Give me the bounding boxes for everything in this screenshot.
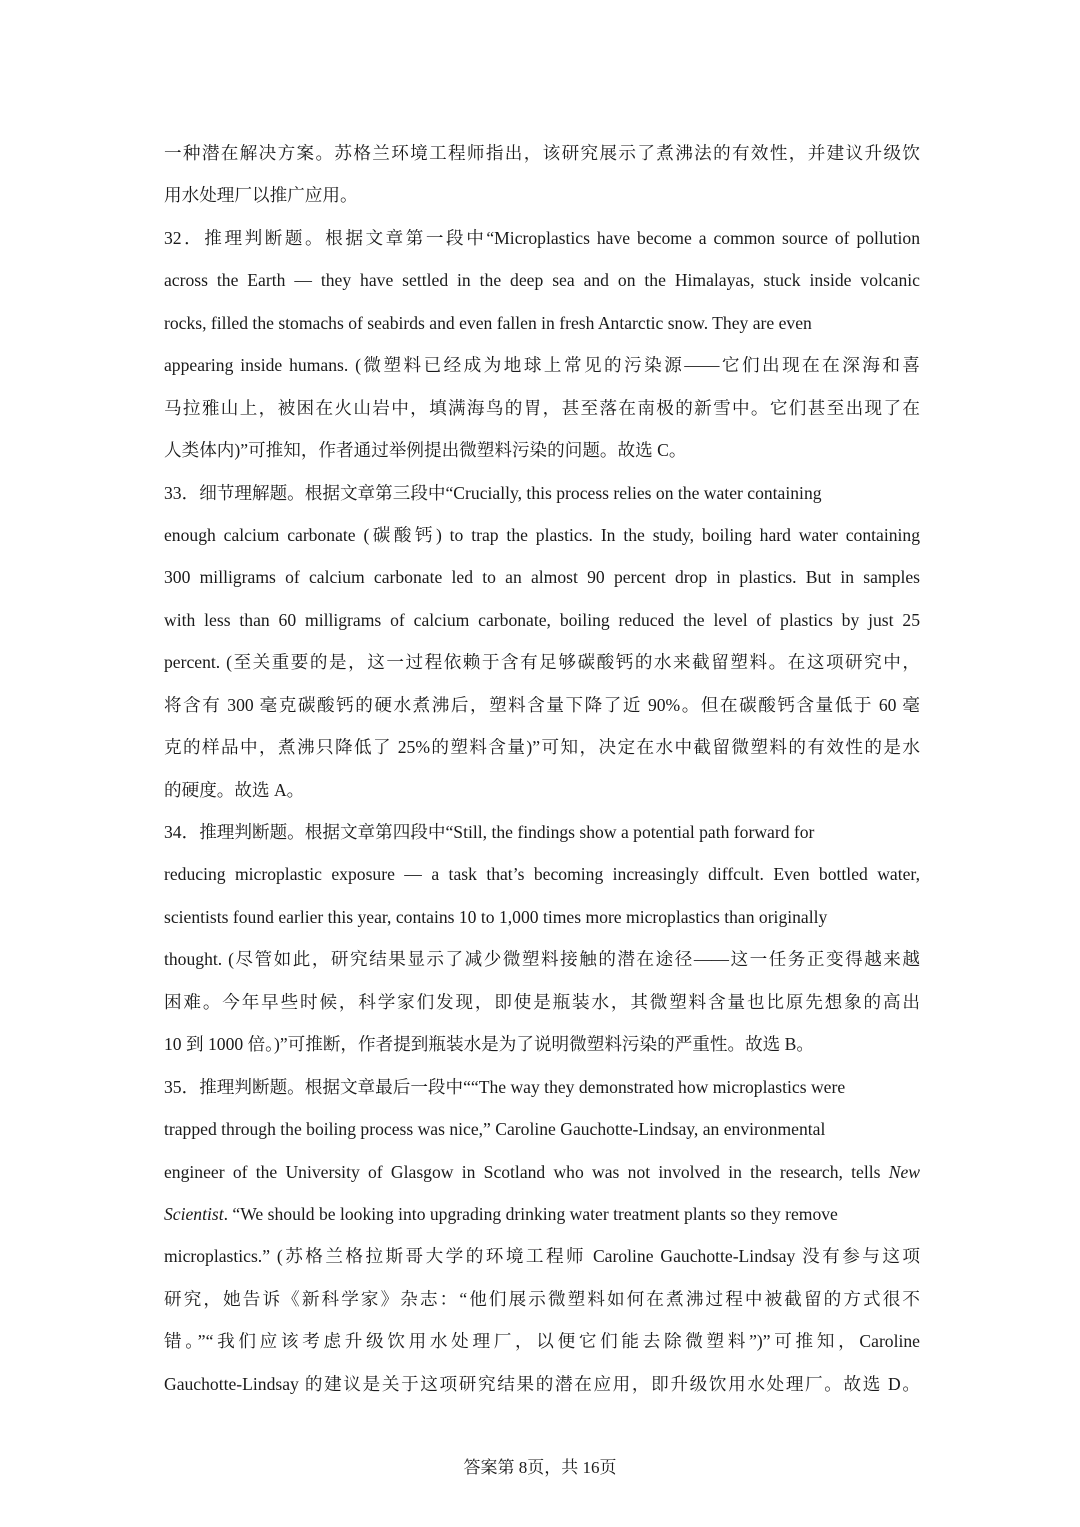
text-line: 10 到 1000 倍。)”可推断，作者提到瓶装水是为了说明微塑料污染的严重性。故选 B。 — [164, 1034, 814, 1055]
text-line: Gauchotte-Lindsay 的建议是关于这项研究结果的潜在应用，即升级饮用水处理厂。故选 D。 — [164, 1373, 920, 1394]
text-line: rocks, filled the stomachs of seabirds and even fallen in fresh Antarctic snow. They are even — [164, 312, 812, 333]
text-line: 32．推理判断题。根据文章第一段中“Microplastics have become a common source of pollution — [164, 227, 920, 248]
text-line: 将含有 300 毫克碳酸钙的硬水煮沸后，塑料含量下降了近 90%。但在碳酸钙含量低于 60 毫 — [164, 694, 920, 715]
text-segment: . “We should be looking into upgrading drinking water treatment plants so they remove — [223, 1203, 838, 1224]
text-line: across the Earth — they have settled in the deep sea and on the Himalayas, stuck inside volcanic — [164, 270, 920, 291]
text-line: 一种潜在解决方案。苏格兰环境工程师指出，该研究展示了煮沸法的有效性，并建议升级饮 — [164, 143, 920, 163]
text-line: thought. (尽管如此，研究结果显示了减少微塑料接触的潜在途径——这一任务正变得越来越 — [164, 949, 920, 970]
text-line: 克的样品中，煮沸只降低了 25%的塑料含量)”可知，决定在水中截留微塑料的有效性的是水 — [164, 737, 920, 758]
text-line: reducing microplastic exposure — a task that’s becoming increasingly diffcult. Even bottled water, — [164, 864, 920, 885]
text-line: 人类体内)”可推知，作者通过举例提出微塑料污染的问题。故选 C。 — [164, 440, 687, 461]
text-line: 困难。今年早些时候，科学家们发现，即使是瓶装水，其微塑料含量也比原先想象的高出 — [164, 991, 920, 1012]
text-line: 用水处理厂以推广应用。 — [164, 185, 358, 206]
italic-text: Scientist — [164, 1203, 224, 1224]
text-line: 300 milligrams of calcium carbonate led to an almost 90 percent drop in plastics. But in samples — [164, 567, 920, 588]
page-number-label: 答案第 8页，共 16页 — [463, 1458, 617, 1477]
text-line: 马拉雅山上，被困在火山岩中，填满海鸟的胃，甚至落在南极的新雪中。它们甚至出现了在 — [164, 397, 920, 418]
text-line: 33．细节理解题。根据文章第三段中“Crucially, this process relies on the water containing — [164, 482, 822, 503]
text-line: 错。”“我们应该考虑升级饮用水处理厂，以便它们能去除微塑料”)”可推知，Caroline — [164, 1331, 920, 1352]
italic-text: New — [888, 1161, 920, 1182]
page-footer — [0, 1456, 1080, 1480]
text-line: 研究，她告诉《新科学家》杂志：“他们展示微塑料如何在煮沸过程中被截留的方式很不 — [164, 1288, 920, 1309]
text-line: 34．推理判断题。根据文章第四段中“Still, the findings show a potential path forward for — [164, 822, 815, 842]
text-line: 的硬度。故选 A。 — [164, 779, 305, 800]
text-line: trapped through the boiling process was nice,” Caroline Gauchotte-Lindsay, an environmental — [164, 1119, 826, 1140]
text-line — [164, 1151, 920, 1193]
text-line: percent. (至关重要的是，这一过程依赖于含有足够碳酸钙的水来截留塑料。在这项研究中， — [164, 652, 920, 673]
text-line: scientists found earlier this year, contains 10 to 1,000 times more microplastics than originally — [164, 906, 828, 927]
text-segment: engineer of the University of Glasgow in Scotland who was not involved in the research, tells — [164, 1161, 889, 1182]
text-line: appearing inside humans. (微塑料已经成为地球上常见的污染源——它们出现在在深海和喜 — [164, 355, 920, 376]
text-line: microplastics.” (苏格兰格拉斯哥大学的环境工程师 Caroline Gauchotte-Lindsay 没有参与这项 — [164, 1246, 920, 1267]
text-line: 35．推理判断题。根据文章最后一段中““The way they demonstrated how microplastics were — [164, 1076, 846, 1097]
text-line: enough calcium carbonate (碳酸钙) to trap the plastics. In the study, boiling hard water containing — [164, 524, 920, 545]
text-line: with less than 60 milligrams of calcium carbonate, boiling reduced the level of plastics by just 25 — [164, 609, 920, 630]
document-body — [164, 132, 920, 1405]
text-line — [164, 1193, 920, 1235]
